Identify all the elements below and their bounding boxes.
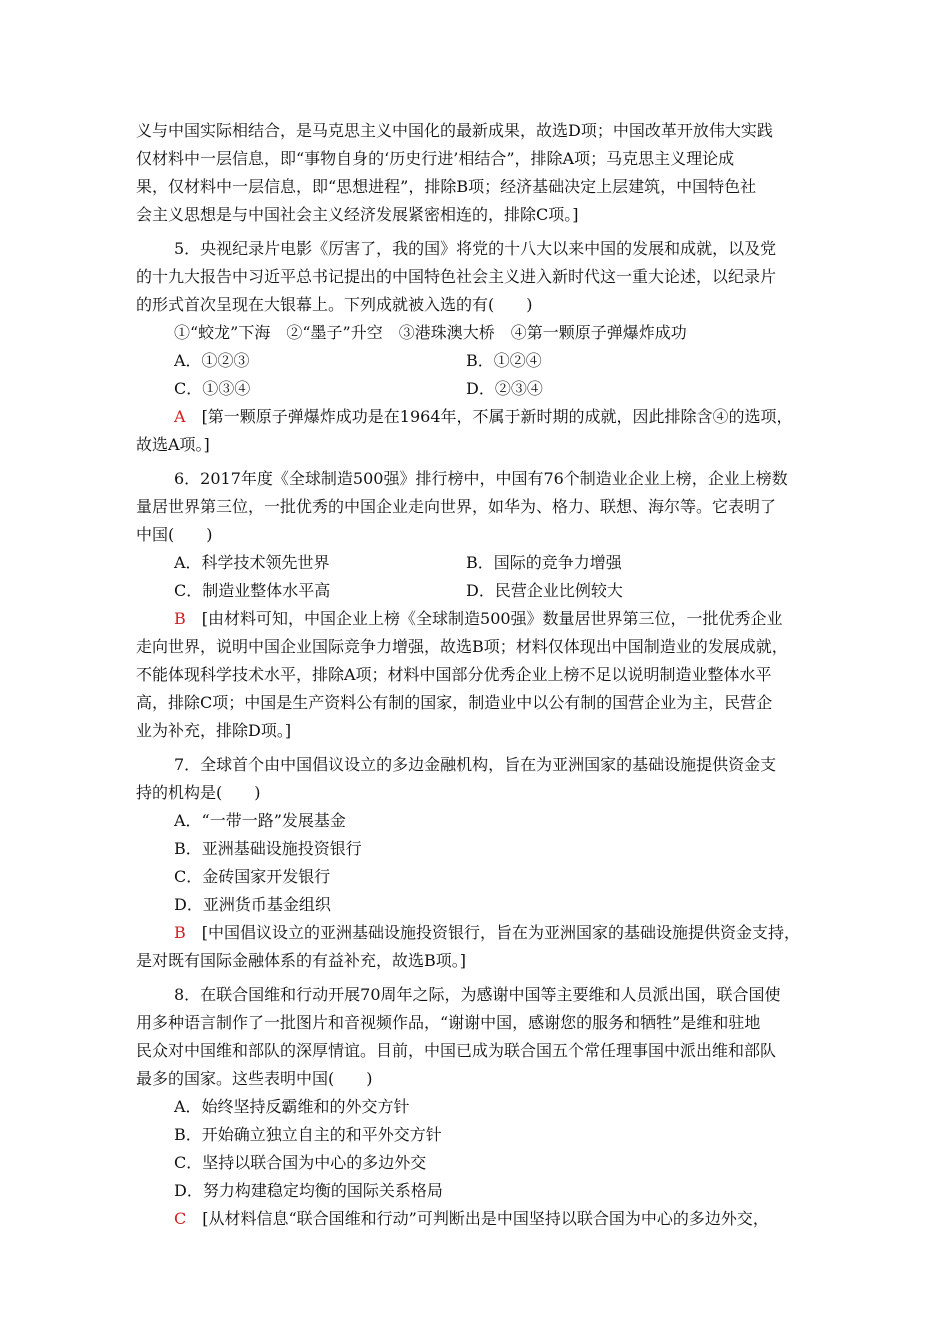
q6-option-b: B．国际的竞争力增强 (466, 553, 622, 572)
q6-option-d: D．民营企业比例较大 (466, 581, 623, 600)
q5-stem-line: 5．央视纪录片电影《厉害了，我的国》将党的十八大以来中国的发展和成就，以及党 (174, 239, 777, 258)
q6-explanation-line (174, 606, 854, 632)
q5-explanation-text: [第一颗原子弹爆炸成功是在1964年，不属于新时期的成就，因此排除含④的选项， (185, 407, 793, 426)
q8-option-b: B．开始确立独立自主的和平外交方针 (174, 1125, 442, 1144)
intro-explanation-line: 果，仅材料中一层信息，即“思想进程”，排除B项；经济基础决定上层建筑，中国特色社 (136, 177, 757, 196)
q7-option-b: B．亚洲基础设施投资银行 (174, 839, 362, 858)
intro-explanation-line: 义与中国实际相结合，是马克思主义中国化的最新成果，故选D项；中国改革开放伟大实践 (136, 121, 773, 140)
q7-option-c: C．金砖国家开发银行 (174, 867, 331, 886)
q8-explanation-line (174, 1206, 854, 1232)
q5-stem-line: 的形式首次呈现在大银幕上。下列成就被入选的有( ) (136, 295, 533, 314)
q5-items: ①“蛟龙”下海 ②“墨子”升空 ③港珠澳大桥 ④第一颗原子弹爆炸成功 (174, 323, 687, 342)
q6-stem-line: 量居世界第三位，一批优秀的中国企业走向世界，如华为、格力、联想、海尔等。它表明了 (136, 497, 777, 516)
q7-explanation-line: 是对既有国际金融体系的有益补充，故选B项。] (136, 951, 467, 970)
q8-option-c: C．坚持以联合国为中心的多边外交 (174, 1153, 427, 1172)
q7-explanation-text: [中国倡议设立的亚洲基础设施投资银行，旨在为亚洲国家的基础设施提供资金支持， (185, 923, 801, 942)
q6-option-c: C．制造业整体水平高 (174, 581, 331, 600)
q5-option-d: D．②③④ (466, 379, 543, 398)
q5-option-b: B．①②④ (466, 351, 542, 370)
q5-explanation-line (174, 404, 854, 430)
q6-stem-line: 中国( ) (136, 525, 213, 544)
intro-explanation-line: 会主义思想是与中国社会主义经济发展紧密相连的，排除C项。] (136, 205, 579, 224)
q8-stem-line: 民众对中国维和部队的深厚情谊。目前，中国已成为联合国五个常任理事国中派出维和部队 (136, 1041, 777, 1060)
q6-explanation-line: 不能体现科学技术水平，排除A项；材料中国部分优秀企业上榜不足以说明制造业整体水平 (136, 665, 772, 684)
q8-option-a: A．始终坚持反霸维和的外交方针 (174, 1097, 410, 1116)
q6-explanation-line: 业为补充，排除D项。] (136, 721, 292, 740)
q6-explanation-line: 高，排除C项；中国是生产资料公有制的国家，制造业中以公有制的国营企业为主，民营企 (136, 693, 773, 712)
q5-option-a: A．①②③ (174, 351, 250, 370)
q5-answer: A (174, 407, 186, 426)
q5-option-c: C．①③④ (174, 379, 251, 398)
q6-stem-line: 6．2017年度《全球制造500强》排行榜中，中国有76个制造业企业上榜，企业上榜数 (174, 469, 788, 488)
q5-explanation-line: 故选A项。] (136, 435, 210, 454)
q6-explanation-line: 走向世界，说明中国企业国际竞争力增强，故选B项；材料仅体现出中国制造业的发展成就， (136, 637, 788, 656)
q6-answer: B (174, 609, 186, 628)
q7-explanation-line (174, 920, 854, 946)
q7-option-d: D．亚洲货币基金组织 (174, 895, 331, 914)
q8-stem-line: 最多的国家。这些表明中国( ) (136, 1069, 373, 1088)
q7-stem-line: 7．全球首个由中国倡议设立的多边金融机构，旨在为亚洲国家的基础设施提供资金支 (174, 755, 777, 774)
q7-answer: B (174, 923, 186, 942)
intro-explanation-line: 仅材料中一层信息，即“事物自身的‘历史行进’相结合”，排除A项；马克思主义理论成 (136, 149, 735, 168)
q8-option-d: D．努力构建稳定均衡的国际关系格局 (174, 1181, 443, 1200)
q8-answer: C (174, 1209, 187, 1228)
q6-explanation-text: [由材料可知，中国企业上榜《全球制造500强》数量居世界第三位，一批优秀企业 (185, 609, 783, 628)
q6-option-a: A．科学技术领先世界 (174, 553, 330, 572)
q5-stem-line: 的十九大报告中习近平总书记提出的中国特色社会主义进入新时代这一重大论述，以纪录片 (136, 267, 777, 286)
q7-option-a: A．“一带一路”发展基金 (174, 811, 346, 830)
q8-stem-line: 用多种语言制作了一批图片和音视频作品，“谢谢中国，感谢您的服务和牺牲”是维和驻地 (136, 1013, 761, 1032)
q8-explanation-text: [从材料信息“联合国维和行动”可判断出是中国坚持以联合国为中心的多边外交， (186, 1209, 769, 1228)
q8-stem-line: 8．在联合国维和行动开展70周年之际，为感谢中国等主要维和人员派出国，联合国使 (174, 985, 781, 1004)
q7-stem-line: 持的机构是( ) (136, 783, 261, 802)
